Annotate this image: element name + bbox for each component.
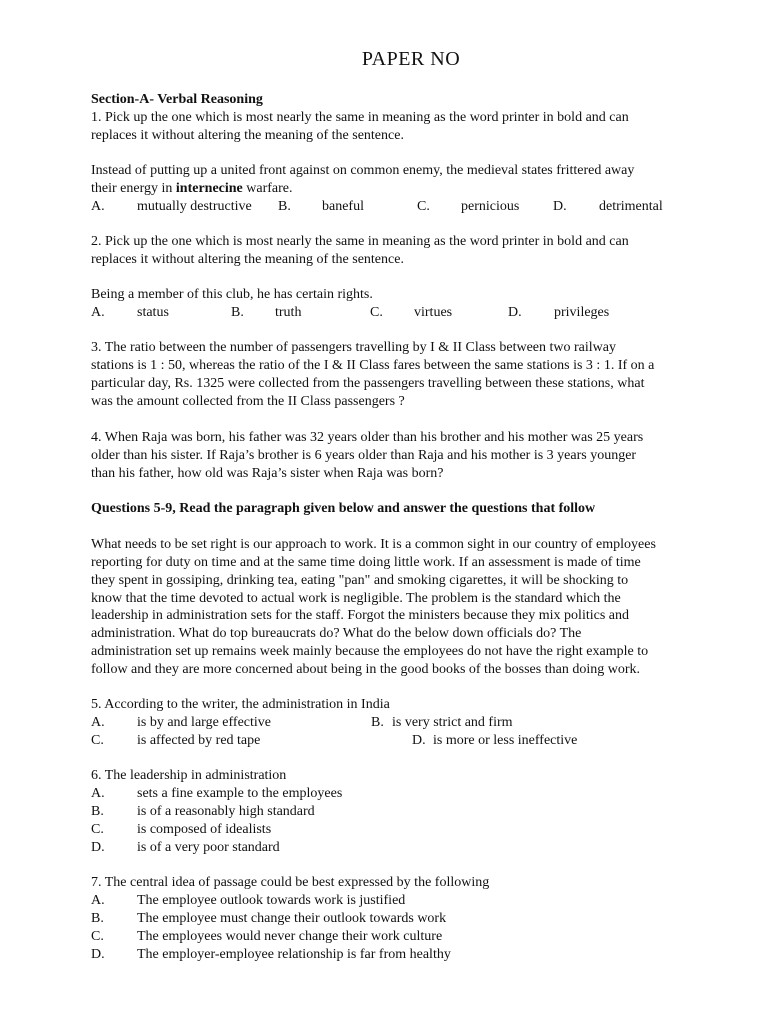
q7-option-a-letter: A. <box>91 893 105 908</box>
q1-stem-line-1: 1. Pick up the one which is most nearly the same in meaning as the word printer in bold and can <box>91 110 629 125</box>
q7-option-b-letter: B. <box>91 911 104 926</box>
q4-line-3: than his father, how old was Raja’s sister when Raja was born? <box>91 466 444 481</box>
passage-line-3: they spent in gossiping, drinking tea, eating "pan" and smoking cigarettes, it will be shocking to <box>91 573 629 588</box>
q1-sentence-line-2 <box>91 180 293 198</box>
q5-option-a-text: is by and large effective <box>137 715 271 730</box>
q1-sentence-post: warfare. <box>242 181 293 196</box>
q7-option-b-text: The employee must change their outlook towards work <box>137 911 447 926</box>
q6-option-b-letter: B. <box>91 804 104 819</box>
q2-stem-line-2: replaces it without altering the meaning of the sentence. <box>91 252 404 267</box>
q2-option-b-text: truth <box>275 305 302 320</box>
q3-line-3: particular day, Rs. 1325 were collected from the passengers travelling between these stations, what <box>91 376 645 391</box>
q5-option-a-letter: A. <box>91 715 105 730</box>
q6-option-a-letter: A. <box>91 786 105 801</box>
q3-line-4: was the amount collected from the II Class passengers ? <box>91 394 405 409</box>
q2-option-d-letter: D. <box>508 305 522 320</box>
q2-option-b-letter: B. <box>231 305 244 320</box>
q7-option-c-text: The employees would never change their work culture <box>137 929 443 944</box>
q7-stem: 7. The central idea of passage could be best expressed by the following <box>91 875 490 890</box>
q7-option-c-letter: C. <box>91 929 104 944</box>
q5-option-b-text: is very strict and firm <box>392 715 513 730</box>
page-title: PAPER NO <box>361 48 461 70</box>
q1-option-c-text: pernicious <box>461 199 520 214</box>
passage-line-6: administration. What do top bureaucrats do? What do the below down officials do? The <box>91 626 582 641</box>
q1-sentence-line-1: Instead of putting up a united front against on common enemy, the medieval states frittered away <box>91 163 635 178</box>
q1-option-a-text: mutually destructive <box>137 199 252 214</box>
q6-option-c-letter: C. <box>91 822 104 837</box>
q5-option-d-text: is more or less ineffective <box>433 733 578 748</box>
q7-option-d-text: The employer-employee relationship is far from healthy <box>137 947 451 962</box>
passage-line-5: leadership in administration sets for the staff. Forgot the ministers because they mix politics and <box>91 608 629 623</box>
q7-option-a-text: The employee outlook towards work is justified <box>137 893 406 908</box>
q1-stem-line-2: replaces it without altering the meaning of the sentence. <box>91 128 404 143</box>
passage-line-2: reporting for duty on time and at the same time doing little work. If an assessment is made of time <box>91 555 641 570</box>
q6-stem: 6. The leadership in administration <box>91 768 287 783</box>
q5-option-d-letter: D. <box>412 733 426 748</box>
q1-sentence-pre: their energy in <box>91 181 176 196</box>
q1-option-b-text: baneful <box>322 199 364 214</box>
passage-line-8: follow and they are more concerned about being in the good books of the bosses than doing work. <box>91 662 640 677</box>
passage-line-7: administration set up remains week mainly because the employees do not have the right example to <box>91 644 649 659</box>
q5-option-b-letter: B. <box>371 715 384 730</box>
q2-sentence: Being a member of this club, he has certain rights. <box>91 287 373 302</box>
q1-option-d-letter: D. <box>553 199 567 214</box>
q6-option-a-text: sets a fine example to the employees <box>137 786 343 801</box>
section-heading: Section-A- Verbal Reasoning <box>91 92 263 107</box>
q4-line-2: older than his sister. If Raja’s brother is 6 years older than Raja and his mother is 3 years younger <box>91 448 637 463</box>
q2-stem-line-1: 2. Pick up the one which is most nearly the same in meaning as the word printer in bold and can <box>91 234 629 249</box>
passage-line-1: What needs to be set right is our approach to work. It is a common sight in our country of employees <box>91 537 656 552</box>
q3-line-1: 3. The ratio between the number of passengers travelling by I & II Class between two railway <box>91 340 616 355</box>
q1-option-d-text: detrimental <box>599 199 663 214</box>
q1-option-b-letter: B. <box>278 199 291 214</box>
q6-option-b-text: is of a reasonably high standard <box>137 804 315 819</box>
passage-line-4: know that the time devoted to actual work is negligible. The problem is the standard which the <box>91 591 621 606</box>
q6-option-c-text: is composed of idealists <box>137 822 272 837</box>
q5-option-c-text: is affected by red tape <box>137 733 261 748</box>
q6-option-d-letter: D. <box>91 840 105 855</box>
q2-option-a-text: status <box>137 305 169 320</box>
q4-line-1: 4. When Raja was born, his father was 32 years older than his brother and his mother was 25 years <box>91 430 644 445</box>
q5-stem: 5. According to the writer, the administration in India <box>91 697 390 712</box>
q1-option-c-letter: C. <box>417 199 430 214</box>
q6-option-d-text: is of a very poor standard <box>137 840 280 855</box>
q2-option-c-text: virtues <box>414 305 453 320</box>
q5-option-c-letter: C. <box>91 733 104 748</box>
q2-option-c-letter: C. <box>370 305 383 320</box>
q1-bold-word: internecine <box>175 181 243 196</box>
q1-option-a-letter: A. <box>91 199 105 214</box>
q3-line-2: stations is 1 : 50, whereas the ratio of the I & II Class fares between the same stations is 3 : 1. If on a <box>91 358 655 373</box>
q2-option-a-letter: A. <box>91 305 105 320</box>
q2-option-d-text: privileges <box>554 305 610 320</box>
q7-option-d-letter: D. <box>91 947 105 962</box>
passage-heading: Questions 5-9, Read the paragraph given below and answer the questions that follow <box>91 501 596 516</box>
